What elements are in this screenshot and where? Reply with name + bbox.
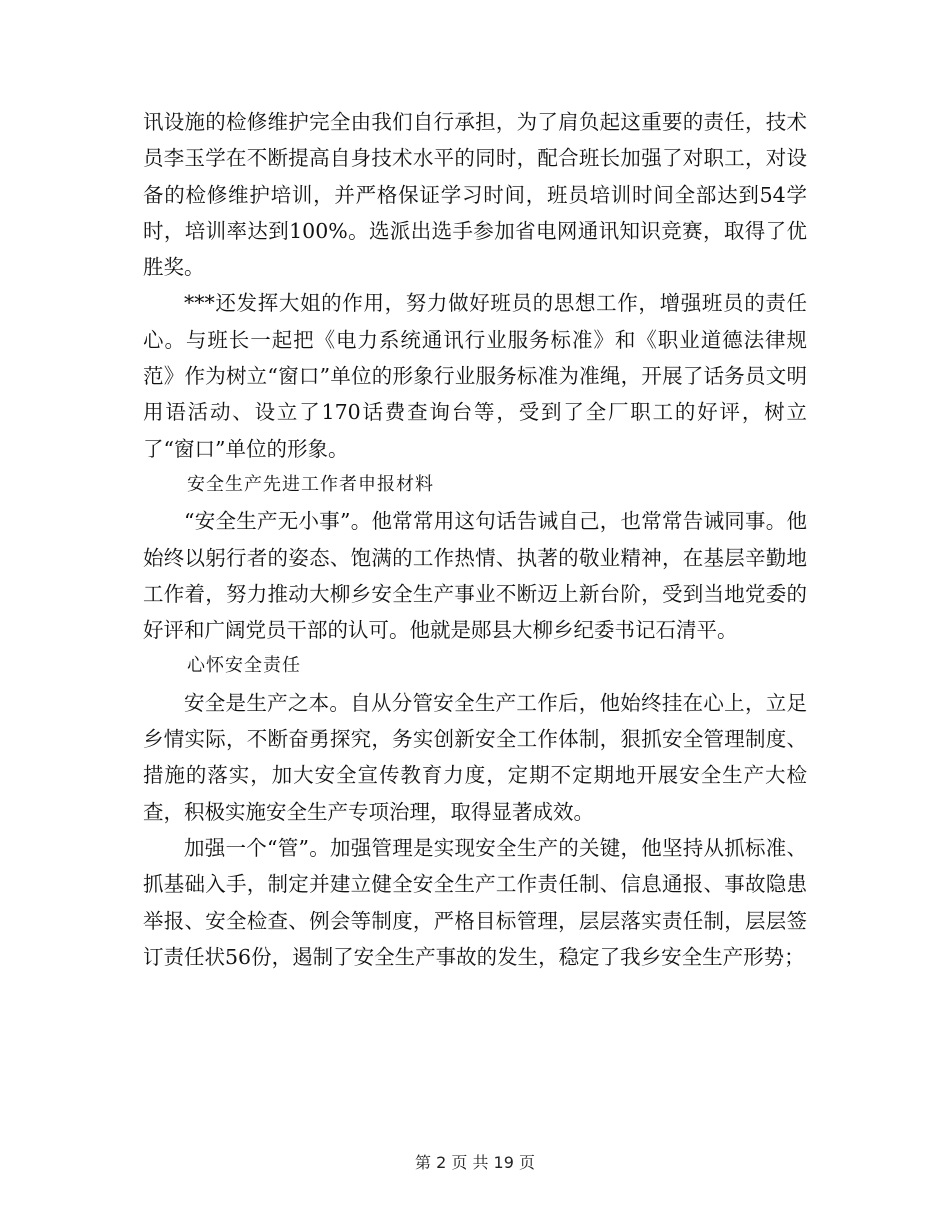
paragraph-4: 安全是生产之本。自从分管安全生产工作后，他始终挂在心上，立足乡情实际，不断奋勇探究，务实创新安全工作体制，狠抓安全管理制度、措施的落实，加大安全宣传教育力度，定期不定期地开展安全生产大检查，积极实施安全生产专项治理，取得显著成效。: [143, 690, 807, 824]
section-heading-safety-responsibility: 心怀安全责任: [187, 655, 301, 677]
document-body: [143, 104, 807, 975]
paragraph-3: “安全生产无小事”。他常常用这句话告诫自己，也常常告诫同事。他始终以躬行者的姿态、饱满的工作热情、执著的敬业精神，在基层辛勤地工作着，努力推动大柳乡安全生产事业不断迈上新台阶，受到当地党委的好评和广阔党员干部的认可。他就是郧县大柳乡纪委书记石清平。: [143, 509, 807, 643]
paragraph-5: 加强一个“管”。加强管理是实现安全生产的关键，他坚持从抓标准、抓基础入手，制定并建立健全安全生产工作责任制、信息通报、事故隐患举报、安全检查、例会等制度，严格目标管理，层层落实责任制，层层签订责任状56份，遏制了安全生产事故的发生，稳定了我乡安全生产形势；: [143, 835, 807, 969]
page-number-footer: 第 2 页 共 19 页: [415, 1153, 535, 1172]
paragraph-2: ***还发挥大姐的作用，努力做好班员的思想工作，增强班员的责任心。与班长一起把《电力系统通讯行业服务标准》和《职业道德法律规范》作为树立“窗口”单位的形象行业服务标准为准绳，开展了话务员文明用语活动、设立了170话费查询台等，受到了全厂职工的好评，树立了“窗口”单位的形象。: [143, 291, 807, 461]
paragraph-1: 讯设施的检修维护完全由我们自行承担，为了肩负起这重要的责任，技术员李玉学在不断提高自身技术水平的同时，配合班长加强了对职工，对设备的检修维护培训，并严格保证学习时间，班员培训时间全部达到54学时，培训率达到100%。选派出选手参加省电网通讯知识竞赛，取得了优胜奖。: [143, 110, 807, 280]
section-heading-declaration: 安全生产先进工作者申报材料: [187, 473, 434, 495]
